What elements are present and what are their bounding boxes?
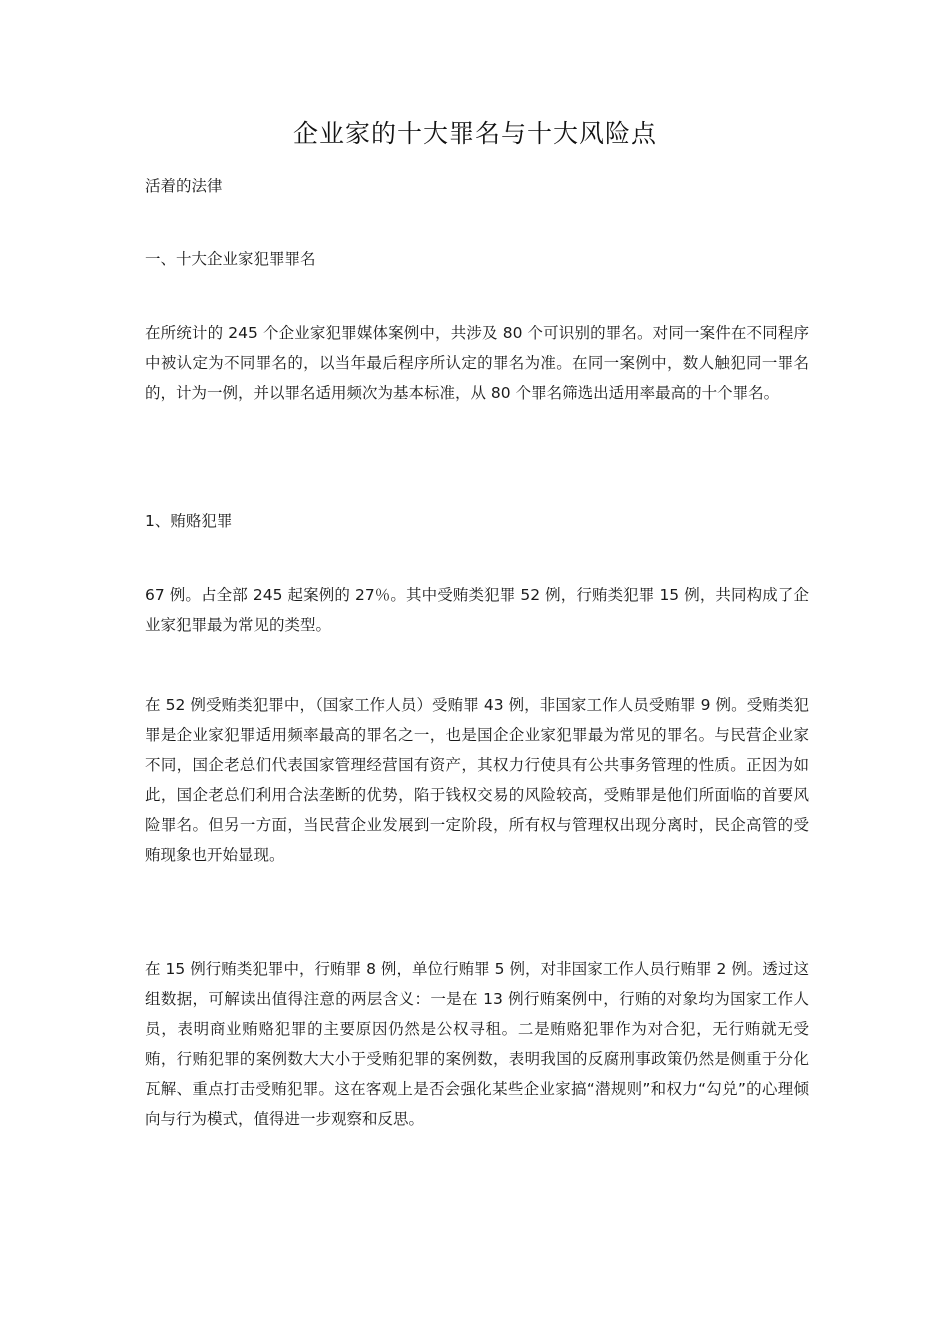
document-subtitle: 活着的法律 [145, 177, 223, 195]
intro-paragraph: 在所统计的 245 个企业家犯罪媒体案例中，共涉及 80 个可识别的罪名。对同一案件在不同程序中被认定为不同罪名的，以当年最后程序所认定的罪名为准。在同一案例中，数人触犯同一罪名的，计为一例，并以罪名适用频次为基本标准，从 80 个罪名筛选出适用率最高的十个罪名。 [145, 324, 809, 402]
bribe-taking-paragraph: 在 52 例受贿类犯罪中，（国家工作人员）受贿罪 43 例，非国家工作人员受贿罪 9 例。受贿类犯罪是企业家犯罪适用频率最高的罪名之一，也是国企企业家犯罪最为常见的罪名。与民营企业家不同，国企老总们代表国家管理经营国有资产，其权力行使具有公共事务管理的性质。正因为如此，国企老总们利用合法垄断的优势，陷于钱权交易的风险较高，受贿罪是他们所面临的首要风险罪名。但另一方面，当民营企业发展到一定阶段，所有权与管理权出现分离时，民企高管的受贿现象也开始显现。 [145, 696, 809, 864]
stat-paragraph: 67 例。占全部 245 起案例的 27％。其中受贿类犯罪 52 例，行贿类犯罪 15 例，共同构成了企业家犯罪最为常见的类型。 [145, 586, 809, 634]
section-heading: 一、十大企业家犯罪罪名 [145, 250, 316, 268]
item-heading: 1、贿赂犯罪 [145, 512, 233, 530]
bribe-giving-paragraph: 在 15 例行贿类犯罪中，行贿罪 8 例，单位行贿罪 5 例，对非国家工作人员行贿罪 2 例。透过这组数据，可解读出值得注意的两层含义：一是在 13 例行贿案例中，行贿的对象均为国家工作人员，表明商业贿赂犯罪的主要原因仍然是公权寻租。二是贿赂犯罪作为对合犯，无行贿就无受贿，行贿犯罪的案例数大大小于受贿犯罪的案例数，表明我国的反腐刑事政策仍然是侧重于分化瓦解、重点打击受贿犯罪。这在客观上是否会强化某些企业家搞“潜规则”和权力“勾兑”的心理倾向与行为模式，值得进一步观察和反思。 [145, 960, 809, 1128]
document-title: 企业家的十大罪名与十大风险点 [292, 119, 657, 148]
